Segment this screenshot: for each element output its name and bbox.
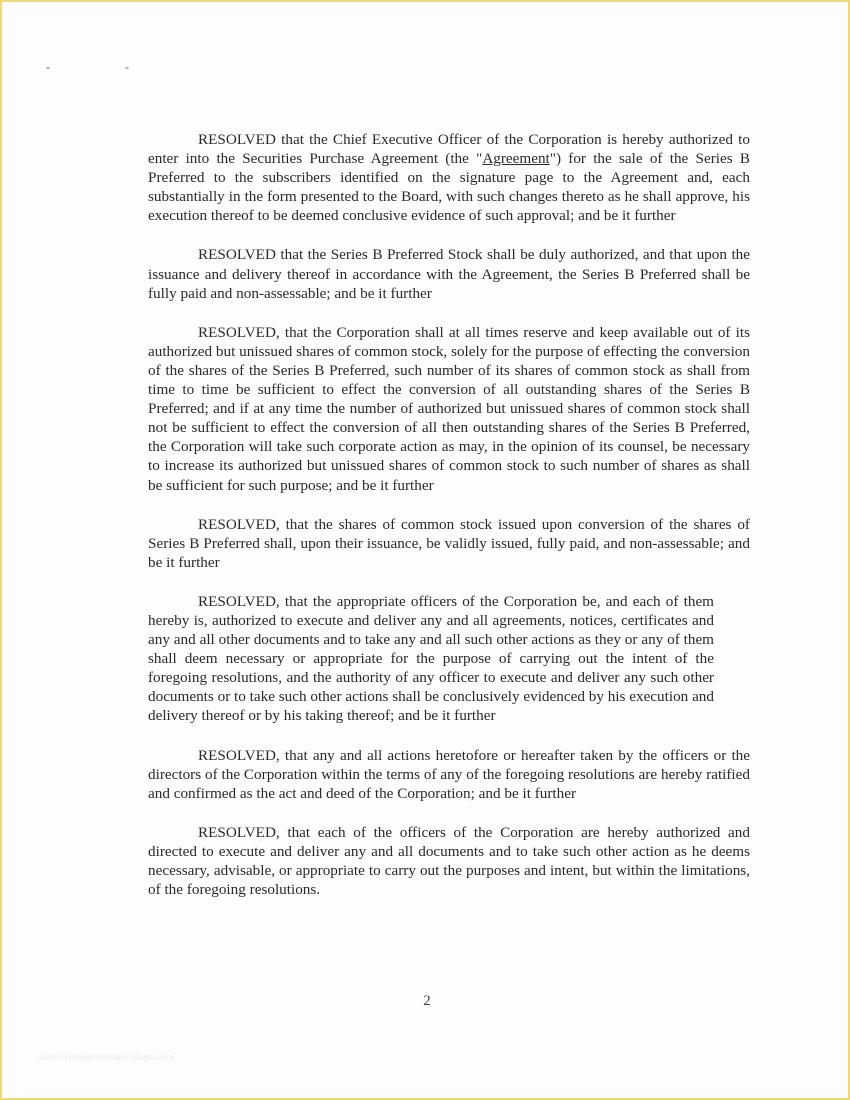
- page-number: 2: [423, 993, 431, 1009]
- resolution-paragraph-3: RESOLVED, that the Corporation shall at all times reserve and keep available out of its authorized but unissued shares of common stock, solely for the purpose of effecting the conversion of the shares of the Series B Preferred, such number of its shares of common stock as shall from time to time be sufficient to effect the conversion of all outstanding shares of the Series B Preferred; and if at any time the number of authorized but unissued shares of common stock shall not be sufficient to effect the conversion of all then outstanding shares of the Series B Preferred, the Corporation will take such corporate action as may, in the opinion of its counsel, be necessary to increase its authorized but unissued shares of common stock to such number of shares as shall be sufficient for such purpose; and be it further: [148, 323, 750, 494]
- resolution-paragraph-5: RESOLVED, that the appropriate officers of the Corporation be, and each of them hereby is, authorized to execute and deliver any and all agreements, notices, certificates and any and all other documents and to take any and all such other actions as they or any of them shall deem necessary or appropriate for the purpose of carrying out the intent of the foregoing resolutions, and the authority of any officer to execute and deliver any such other documents or to take such other actions shall be conclusively evidenced by his execution and delivery thereof or by his taking thereof; and be it further: [148, 592, 714, 725]
- resolution-paragraph-6: RESOLVED, that any and all actions heretofore or hereafter taken by the officers or the directors of the Corporation within the terms of any of the foregoing resolutions are hereby ratified and confirmed as the act and deed of the Corporation; and be it further: [148, 746, 750, 802]
- resolution-paragraph-1: [148, 130, 750, 225]
- resolution-paragraph-4: RESOLVED, that the shares of common stock issued upon conversion of the shares of Series B Preferred shall, upon their issuance, be validly issued, fully paid, and non-assessable; and be it further: [148, 515, 750, 571]
- agreement-defined-term: Agreement: [482, 150, 550, 168]
- watermark: www.heritagechristiancollege.com: [38, 1052, 174, 1062]
- resolution-paragraph-7: RESOLVED, that each of the officers of the Corporation are hereby authorized and directed to execute and deliver any and all documents and to take such other action as he deems necessary, advisable, or appropriate to carry out the purposes and intent, but within the limitations, of the foregoing resolutions.: [148, 823, 750, 899]
- scan-specks: - -: [46, 60, 165, 74]
- resolution-1-text-after: ") for the sale of the Series B Preferred to the subscribers identified on the signature page to the Agreement and, each substantially in the form presented to the Board, with such changes thereto as he shall approve, his execution thereof to be deemed conclusive evidence of such approval; and be it further: [148, 150, 750, 225]
- resolution-1-text-before: RESOLVED that the Chief Executive Officer of the Corporation is hereby authorized to enter into the Securities Purchase Agreement (the ": [148, 131, 750, 168]
- resolution-paragraph-2: RESOLVED that the Series B Preferred Stock shall be duly authorized, and that upon the issuance and delivery thereof in accordance with the Agreement, the Series B Preferred shall be fully paid and non-assessable; and be it further: [148, 246, 750, 302]
- resolutions-body: [148, 130, 750, 919]
